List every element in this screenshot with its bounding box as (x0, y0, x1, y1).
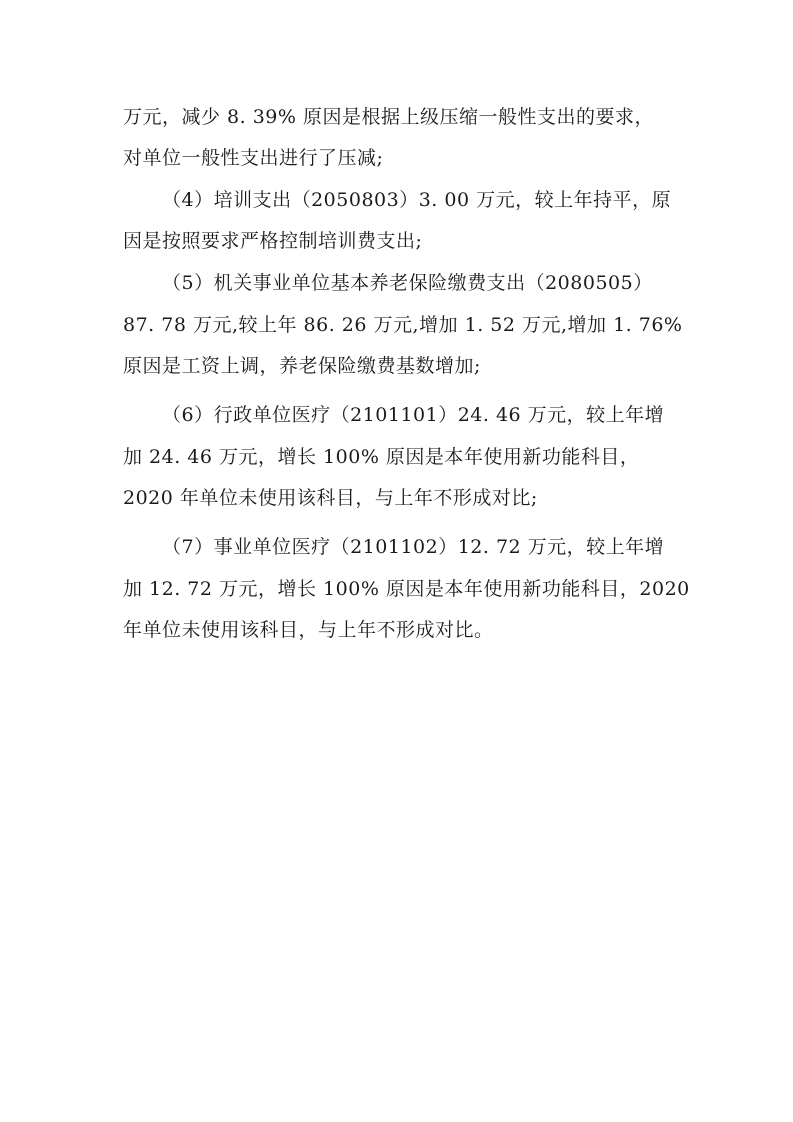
text-line: 原因是工资上调，养老保险缴费基数增加; (123, 355, 481, 377)
text-line: 87. 78 万元,较上年 86. 26 万元,增加 1. 52 万元,增加 1. 76% (123, 314, 683, 336)
text-line: 加 24. 46 万元，增长 100% 原因是本年使用新功能科目， (123, 446, 640, 468)
text-line: （5）机关事业单位基本养老保险缴费支出（2080505） (162, 272, 653, 294)
text-line: （7）事业单位医疗（2101102）12. 72 万元，较上年增 (162, 536, 665, 558)
text-line: 加 12. 72 万元，增长 100% 原因是本年使用新功能科目，2020 (123, 578, 690, 600)
text-line: 万元，减少 8. 39% 原因是根据上级压缩一般性支出的要求， (123, 106, 654, 128)
text-line: 2020 年单位未使用该科目，与上年不形成对比; (123, 487, 538, 509)
text-line: （6）行政单位医疗（2101101）24. 46 万元，较上年增 (162, 404, 665, 426)
text-line: 年单位未使用该科目，与上年不形成对比。 (123, 619, 494, 641)
text-line: （4）培训支出（2050803）3. 00 万元，较上年持平，原 (162, 189, 672, 211)
text-line: 对单位一般性支出进行了压减; (123, 147, 384, 169)
text-line: 因是按照要求严格控制培训费支出; (123, 230, 423, 252)
